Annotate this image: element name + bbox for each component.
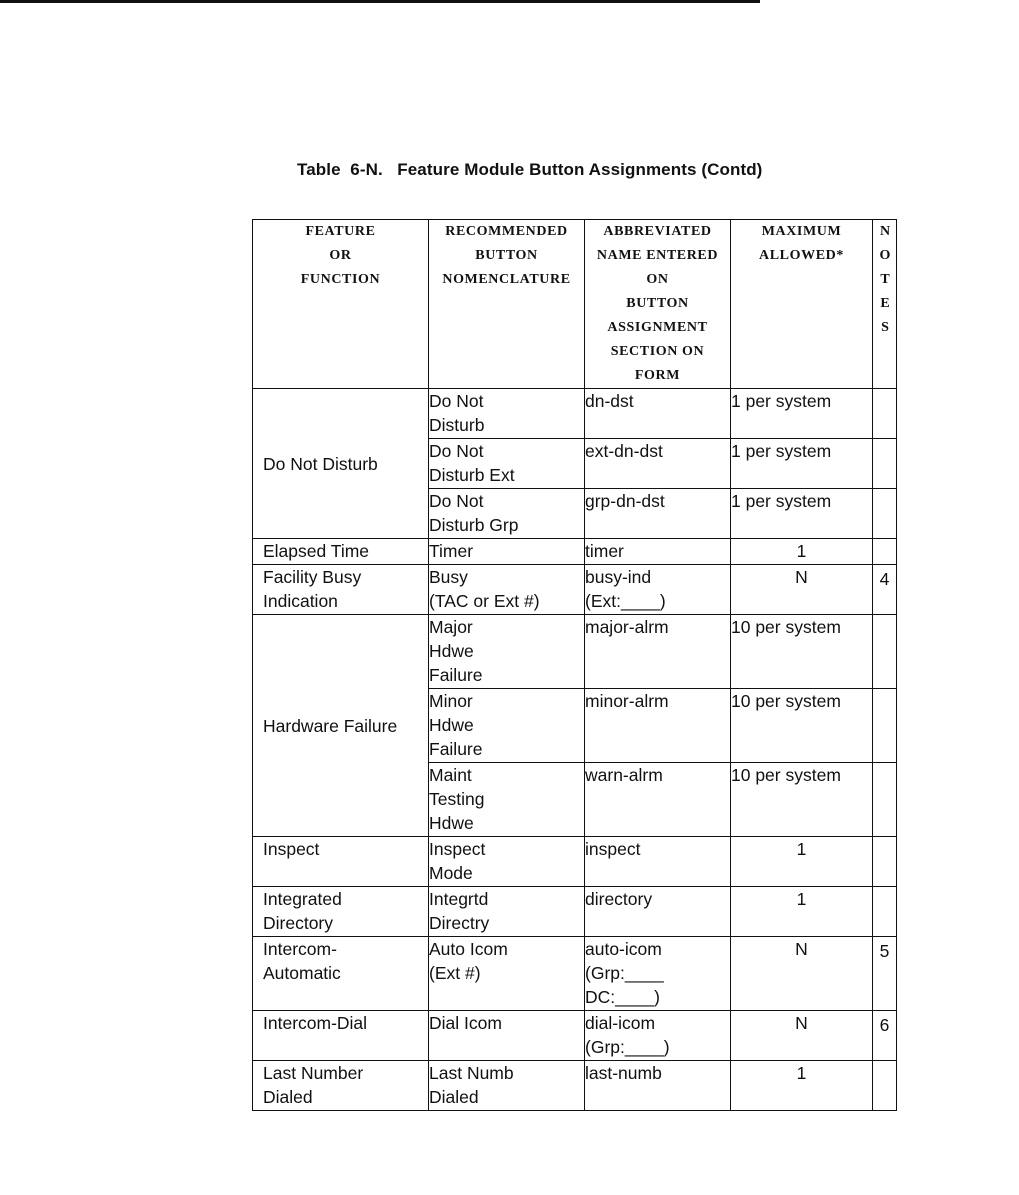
notes-cell [873, 689, 897, 763]
notes-cell: 5 [873, 937, 897, 1011]
abbreviated-cell: auto-icom (Grp:____ DC:____) [585, 937, 731, 1011]
maximum-cell: 10 per system [731, 615, 873, 689]
nomenclature-cell: Do Not Disturb [429, 389, 585, 439]
table-row [253, 539, 897, 565]
notes-cell [873, 887, 897, 937]
notes-cell [873, 539, 897, 565]
maximum-cell: 1 per system [731, 389, 873, 439]
feature-cell: Intercom-Dial [253, 1011, 429, 1061]
nomenclature-cell: Dial Icom [429, 1011, 585, 1061]
table-row [253, 1011, 897, 1061]
table-row [253, 837, 897, 887]
notes-cell: 6 [873, 1011, 897, 1061]
notes-cell [873, 389, 897, 439]
abbreviated-cell: grp-dn-dst [585, 489, 731, 539]
table-row [253, 937, 897, 1011]
abbreviated-cell: major-alrm [585, 615, 731, 689]
table-row [253, 565, 897, 615]
notes-cell [873, 763, 897, 837]
maximum-cell: N [731, 1011, 873, 1061]
table-row [253, 1061, 897, 1111]
notes-cell [873, 439, 897, 489]
top-rule [0, 0, 760, 3]
nomenclature-cell: Do Not Disturb Ext [429, 439, 585, 489]
table-row [253, 389, 897, 439]
maximum-cell: 10 per system [731, 763, 873, 837]
nomenclature-cell: Do Not Disturb Grp [429, 489, 585, 539]
header-notes: N O T E S [873, 220, 897, 389]
maximum-cell: 10 per system [731, 689, 873, 763]
maximum-cell: 1 [731, 887, 873, 937]
maximum-cell: 1 per system [731, 439, 873, 489]
nomenclature-cell: Timer [429, 539, 585, 565]
nomenclature-cell: Busy (TAC or Ext #) [429, 565, 585, 615]
abbreviated-cell: warn-alrm [585, 763, 731, 837]
nomenclature-cell: Major Hdwe Failure [429, 615, 585, 689]
feature-cell: Elapsed Time [253, 539, 429, 565]
header-abbreviated: ABBREVIATED NAME ENTERED ON BUTTON ASSIGNMENT SECTION ON FORM [585, 220, 731, 389]
notes-cell [873, 837, 897, 887]
feature-cell: Hardware Failure [253, 615, 429, 837]
table-row [253, 887, 897, 937]
notes-cell [873, 615, 897, 689]
nomenclature-cell: Maint Testing Hdwe [429, 763, 585, 837]
maximum-cell: 1 [731, 837, 873, 887]
abbreviated-cell: last-numb [585, 1061, 731, 1111]
abbreviated-cell: ext-dn-dst [585, 439, 731, 489]
nomenclature-cell: Integrtd Directry [429, 887, 585, 937]
feature-cell: Intercom- Automatic [253, 937, 429, 1011]
feature-cell: Last Number Dialed [253, 1061, 429, 1111]
abbreviated-cell: dial-icom (Grp:____) [585, 1011, 731, 1061]
maximum-cell: N [731, 937, 873, 1011]
abbreviated-cell: minor-alrm [585, 689, 731, 763]
nomenclature-cell: Last Numb Dialed [429, 1061, 585, 1111]
feature-cell: Inspect [253, 837, 429, 887]
header-row [253, 220, 897, 389]
header-nomenclature: RECOMMENDED BUTTON NOMENCLATURE [429, 220, 585, 389]
maximum-cell: 1 per system [731, 489, 873, 539]
abbreviated-cell: busy-ind (Ext:____) [585, 565, 731, 615]
feature-cell: Facility Busy Indication [253, 565, 429, 615]
header-feature: FEATURE OR FUNCTION [253, 220, 429, 389]
notes-cell [873, 489, 897, 539]
button-assignment-table [252, 219, 897, 1111]
table-caption: Table 6-N. Feature Module Button Assignments (Contd) [297, 160, 763, 179]
abbreviated-cell: dn-dst [585, 389, 731, 439]
notes-cell [873, 1061, 897, 1111]
maximum-cell: 1 [731, 1061, 873, 1111]
table-row [253, 615, 897, 689]
maximum-cell: N [731, 565, 873, 615]
feature-cell: Do Not Disturb [253, 389, 429, 539]
nomenclature-cell: Minor Hdwe Failure [429, 689, 585, 763]
feature-cell: Integrated Directory [253, 887, 429, 937]
nomenclature-cell: Inspect Mode [429, 837, 585, 887]
abbreviated-cell: inspect [585, 837, 731, 887]
abbreviated-cell: directory [585, 887, 731, 937]
notes-cell: 4 [873, 565, 897, 615]
maximum-cell: 1 [731, 539, 873, 565]
nomenclature-cell: Auto Icom (Ext #) [429, 937, 585, 1011]
abbreviated-cell: timer [585, 539, 731, 565]
header-maximum: MAXIMUM ALLOWED* [731, 220, 873, 389]
